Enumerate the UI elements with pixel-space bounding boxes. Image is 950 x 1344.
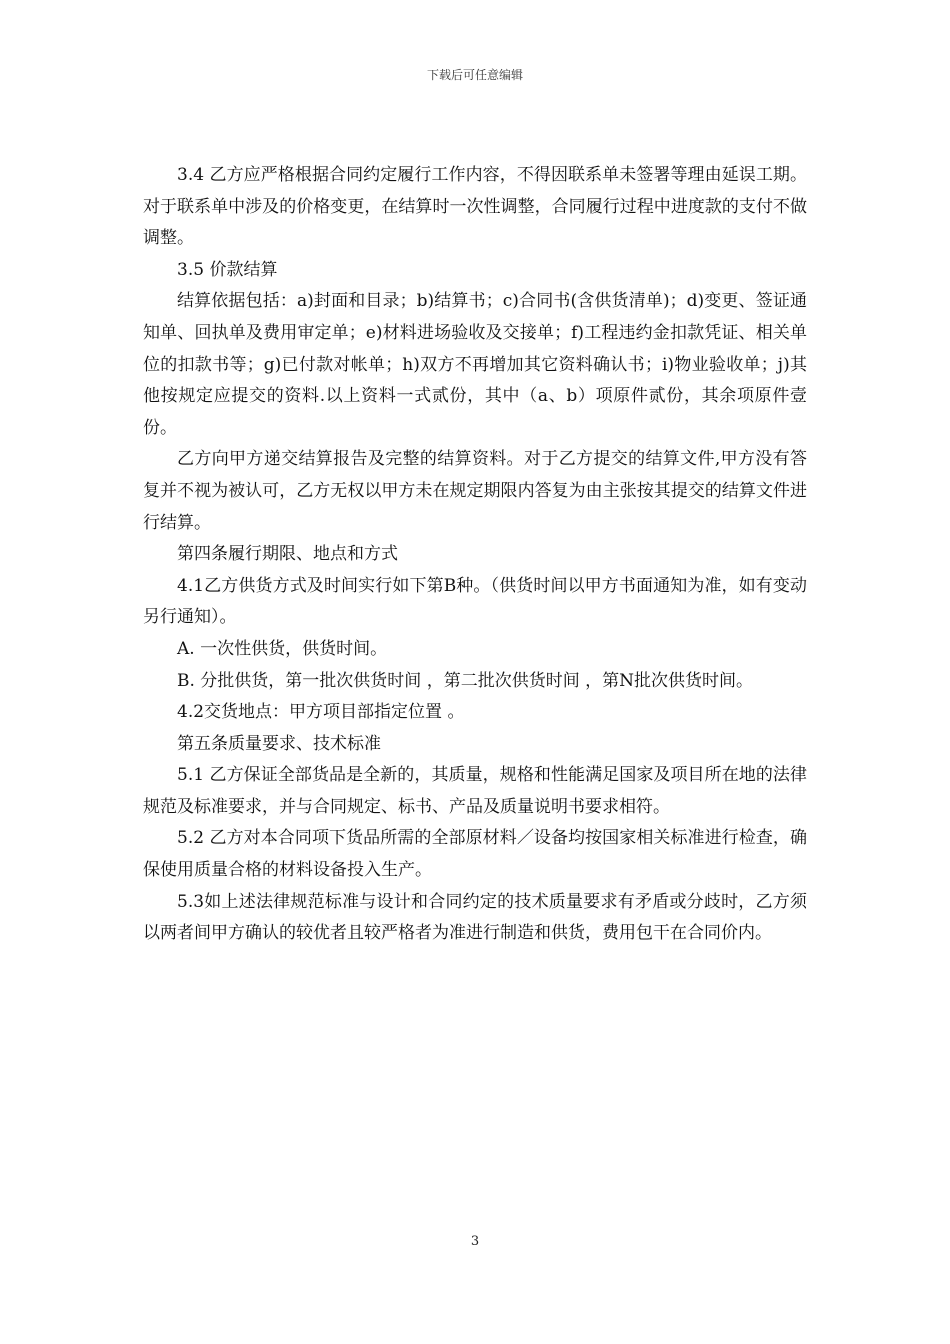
- option-a-paragraph: A. 一次性供货，供货时间。: [177, 638, 388, 659]
- clause-4-2-paragraph: 4.2交货地点：甲方项目部指定位置 。: [177, 702, 465, 723]
- article-4-heading: 第四条履行期限、地点和方式: [177, 544, 398, 565]
- settlement-submission-paragraph: 乙方向甲方递交结算报告及完整的结算资料。对于乙方提交的结算文件,甲方没有答复并不视为被认可，乙方无权以甲方未在规定期限内答复为由主张按其提交的结算文件进行结算。: [143, 449, 807, 533]
- document-body: [143, 160, 807, 950]
- clause-5-2-paragraph: 5.2 乙方对本合同项下货品所需的全部原材料／设备均按国家相关标准进行检查，确保使用质量合格的材料设备投入生产。: [143, 828, 807, 881]
- page-number: 3: [470, 1234, 480, 1249]
- option-b-paragraph: B. 分批供货，第一批次供货时间 ，第二批次供货时间 ，第N批次供货时间。: [177, 670, 753, 691]
- clause-3-5-heading: 3.5 价款结算: [177, 259, 278, 280]
- article-5-heading: 第五条质量要求、技术标准: [177, 733, 381, 754]
- clause-5-3-paragraph: 5.3如上述法律规范标准与设计和合同约定的技术质量要求有矛盾或分歧时，乙方须以两者间甲方确认的较优者且较严格者为准进行制造和供货，费用包干在合同价内。: [143, 891, 807, 944]
- clause-5-1-paragraph: 5.1 乙方保证全部货品是全新的，其质量，规格和性能满足国家及项目所在地的法律规范及标准要求，并与合同规定、标书、产品及质量说明书要求相符。: [143, 765, 807, 817]
- settlement-basis-paragraph: 结算依据包括：a)封面和目录；b)结算书；c)合同书(含供货清单)；d)变更、签证通知单、回执单及费用审定单；e)材料进场验收及交接单；f)工程违约金扣款凭证、相关单位的扣款书等；g)已付款对帐单；h)双方不再增加其它资料确认书；i)物业验收单；j)其他按规定应提交的资料.以上资料一式贰份，其中（a、b）项原件贰份，其余项原件壹份。: [143, 291, 807, 438]
- clause-4-1-paragraph: 4.1乙方供货方式及时间实行如下第B种。（供货时间以甲方书面通知为准，如有变动另行通知）。: [143, 575, 807, 628]
- clause-3-4-paragraph: 3.4 乙方应严格根据合同约定履行工作内容，不得因联系单未签署等理由延误工期。对于联系单中涉及的价格变更，在结算时一次性调整，合同履行过程中进度款的支付不做调整。: [143, 165, 807, 249]
- page-header: 下载后可任意编辑: [426, 68, 523, 82]
